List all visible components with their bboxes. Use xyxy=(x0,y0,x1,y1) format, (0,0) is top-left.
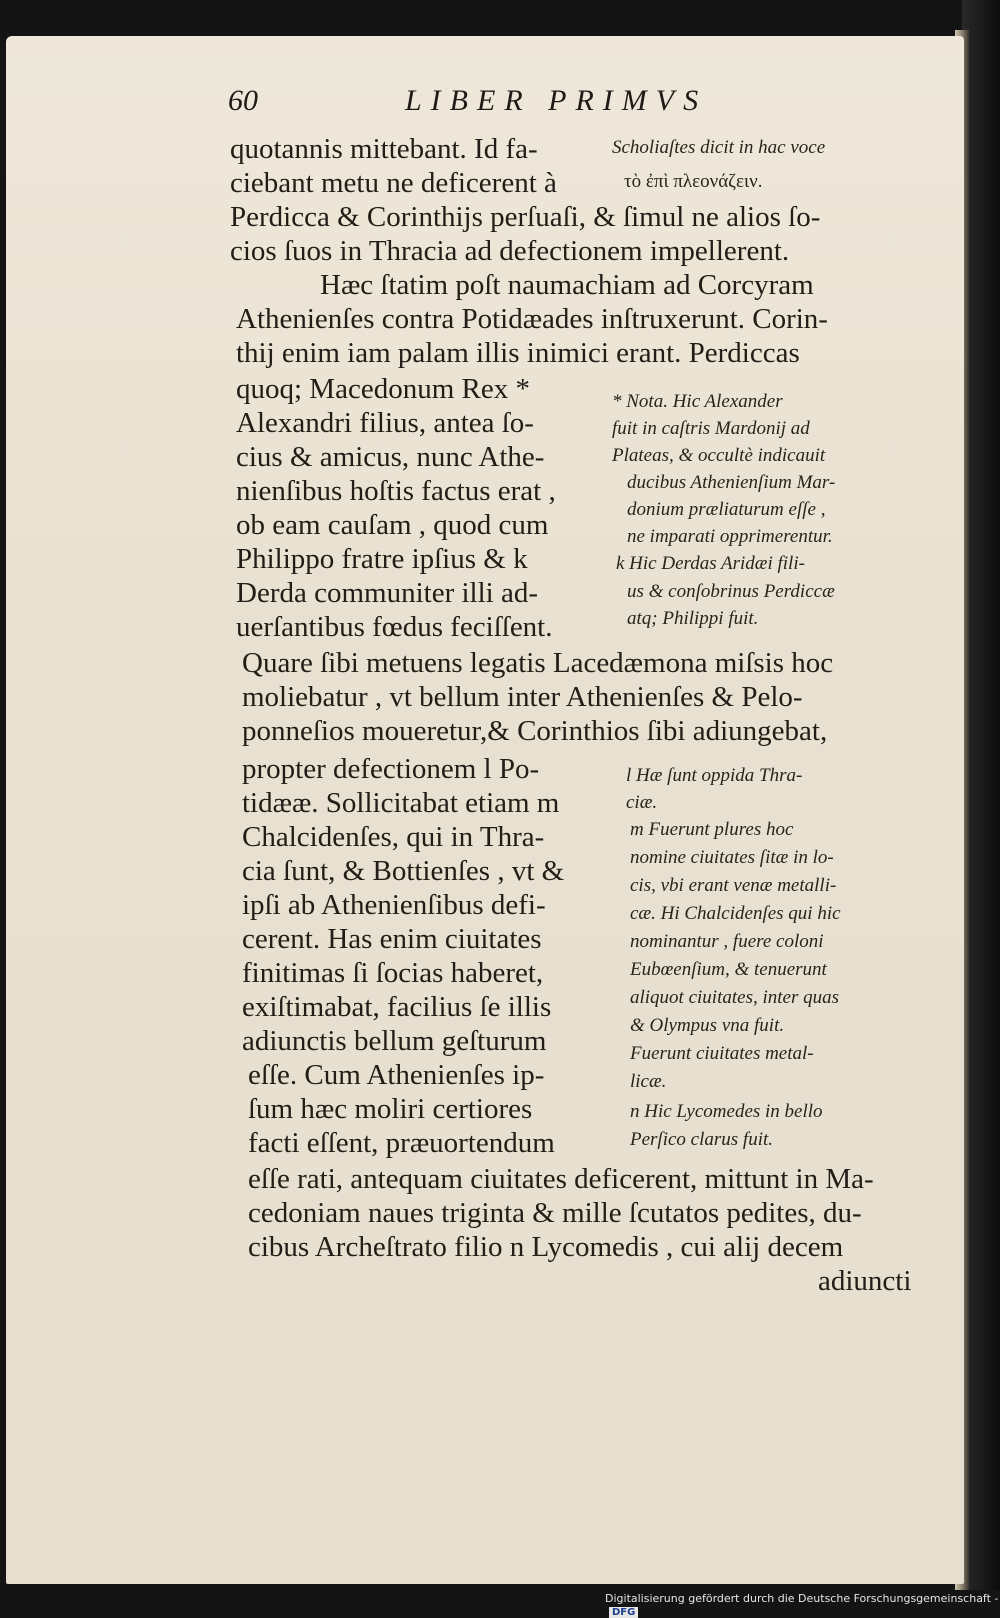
margin-note: aliquot ciuitates, inter quas xyxy=(630,987,839,1008)
margin-note: donium præliaturum eſſe , xyxy=(627,499,826,520)
margin-note: τὸ ἐπὶ πλεονάζειν. xyxy=(624,171,763,192)
margin-note: Fuerunt ciuitates metal- xyxy=(630,1043,814,1064)
page-number: 60 xyxy=(228,84,258,117)
body-line: Derda communiter illi ad- xyxy=(236,577,538,609)
margin-note: k Hic Derdas Aridæi fili- xyxy=(616,553,805,574)
body-line: Athenienſes contra Potidæades inſtruxerunt. Corin- xyxy=(236,303,828,335)
body-line: Quare ſibi metuens legatis Lacedæmona miſsis hoc xyxy=(242,647,834,679)
margin-note: l Hæ ſunt oppida Thra- xyxy=(626,765,803,786)
body-line: nienſibus hoſtis factus erat , xyxy=(236,475,556,507)
margin-note: fuit in caſtris Mardonij ad xyxy=(612,418,810,439)
body-line: Perdicca & Corinthijs perſuaſi, & ſimul ne alios ſo- xyxy=(230,201,821,233)
body-line: cia ſunt, & Bottienſes , vt & xyxy=(242,855,565,887)
credit-text: Digitalisierung gefördert durch die Deutsche Forschungsgemeinschaft - xyxy=(605,1592,999,1605)
margin-note: nominantur , fuere coloni xyxy=(630,931,824,952)
body-line: tidææ. Sollicitabat etiam m xyxy=(242,787,560,819)
body-line: ipſi ab Athenienſibus defi- xyxy=(242,889,546,921)
body-line: propter defectionem l Po- xyxy=(242,753,540,785)
body-line: quotannis mittebant. Id fa- xyxy=(230,133,538,165)
body-line: facti eſſent, præuortendum xyxy=(248,1127,555,1159)
body-line: exiſtimabat, facilius ſe illis xyxy=(242,991,552,1023)
margin-note: ne imparati opprimerentur. xyxy=(627,526,833,547)
body-line: adiunctis bellum geſturum xyxy=(242,1025,547,1057)
body-line: ponneſios moueretur,& Corinthios ſibi adiungebat, xyxy=(242,715,828,747)
margin-note: m Fuerunt plures hoc xyxy=(630,819,794,840)
margin-note: atq; Philippi fuit. xyxy=(627,608,759,629)
body-line: ob eam cauſam , quod cum xyxy=(236,509,549,541)
margin-note: nomine ciuitates ſitæ in lo- xyxy=(630,847,834,868)
body-line: Hæc ſtatim poſt naumachiam ad Corcyram xyxy=(320,269,814,301)
body-line: cedoniam naues triginta & mille ſcutatos pedites, du- xyxy=(248,1197,862,1229)
margin-note: licæ. xyxy=(630,1071,667,1092)
margin-note: ducibus Athenienſium Mar- xyxy=(627,472,836,493)
body-line: finitimas ſi ſocias haberet, xyxy=(242,957,544,989)
body-line: eſſe rati, antequam ciuitates deficerent, mittunt in Ma- xyxy=(248,1163,874,1195)
body-line: cius & amicus, nunc Athe- xyxy=(236,441,545,473)
margin-note: Eubœenſium, & tenuerunt xyxy=(630,959,827,980)
margin-note: Perſico clarus fuit. xyxy=(630,1129,774,1150)
body-line: eſſe. Cum Athenienſes ip- xyxy=(248,1059,545,1091)
body-line: uerſantibus fœdus feciſſent. xyxy=(236,611,553,643)
body-line: Philippo fratre ipſius & k xyxy=(236,543,528,575)
margin-note: us & conſobrinus Perdiccæ xyxy=(627,581,835,602)
body-line: cios ſuos in Thracia ad defectionem impellerent. xyxy=(230,235,790,267)
margin-note: Plateas, & occultè indicauit xyxy=(612,445,826,466)
digitization-credit xyxy=(605,1592,1000,1618)
body-line: cerent. Has enim ciuitates xyxy=(242,923,542,955)
margin-note: & Olympus vna fuit. xyxy=(630,1015,785,1036)
body-line: thij enim iam palam illis inimici erant. Perdiccas xyxy=(236,337,800,369)
margin-note: n Hic Lycomedes in bello xyxy=(630,1101,823,1122)
margin-note: cæ. Hi Chalcidenſes qui hic xyxy=(630,903,841,924)
body-line: ciebant metu ne deficerent à xyxy=(230,167,557,199)
margin-note: cis, vbi erant venæ metalli- xyxy=(630,875,837,896)
margin-note: * Nota. Hic Alexander xyxy=(612,391,783,412)
margin-note: ciæ. xyxy=(626,792,658,813)
running-title: LIBER PRIMVS xyxy=(405,84,708,117)
margin-note: Scholiaſtes dicit in hac voce xyxy=(612,137,826,158)
body-line: Alexandri filius, antea ſo- xyxy=(236,407,534,439)
body-line: Chalcidenſes, qui in Thra- xyxy=(242,821,545,853)
body-line: ſum hæc moliri certiores xyxy=(248,1093,533,1125)
body-line: moliebatur , vt bellum inter Athenienſes & Pelo- xyxy=(242,681,803,713)
catchword: adiuncti xyxy=(818,1265,912,1297)
dfg-logo: DFG xyxy=(609,1607,638,1618)
body-line: quoq; Macedonum Rex * xyxy=(236,373,530,405)
body-line: cibus Archeſtrato filio n Lycomedis , cui alij decem xyxy=(248,1231,844,1263)
